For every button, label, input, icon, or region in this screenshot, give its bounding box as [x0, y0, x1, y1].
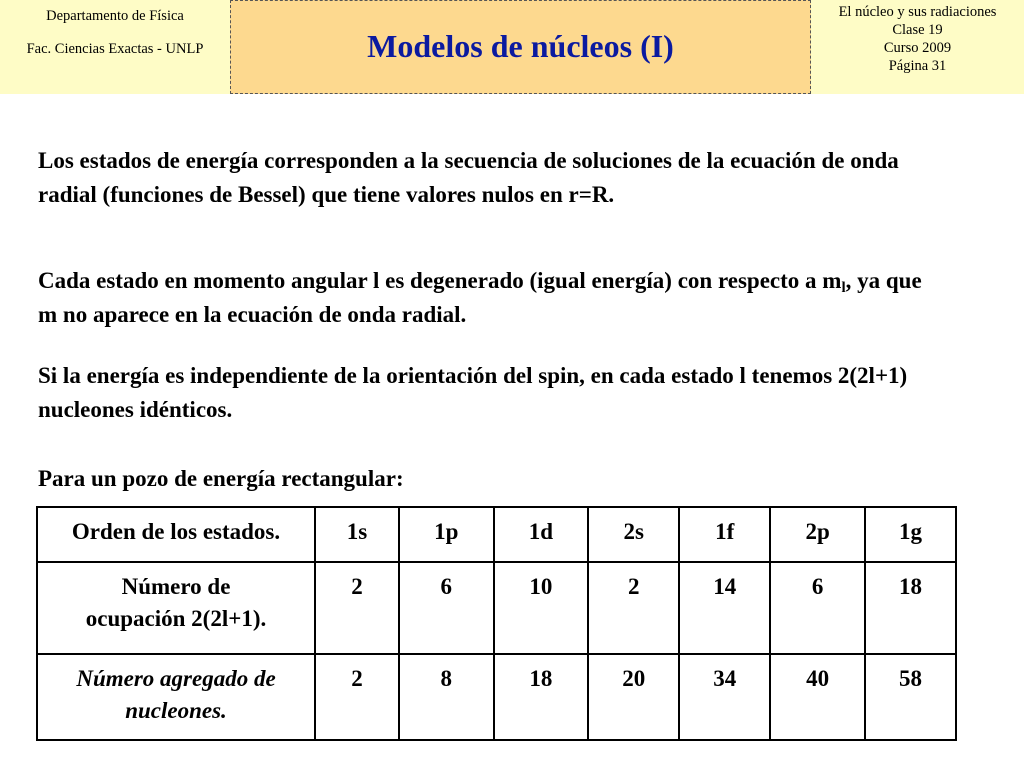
aggregate-cell: 2 — [315, 654, 399, 740]
table-row-occupation — [37, 562, 956, 654]
row-header-occupation — [37, 562, 315, 654]
row-header-aggregate — [37, 654, 315, 740]
table-row-states — [37, 507, 956, 562]
state-cell: 1s — [315, 507, 399, 562]
class-number-label: Clase 19 — [892, 22, 943, 38]
row-header-order: Orden de los estados. — [37, 507, 315, 562]
paragraph-spin: Si la energía es independiente de la orientación del spin, en cada estado l tenemos 2(2l+1) nucleones idénticos. — [38, 363, 908, 422]
header-title-panel — [230, 0, 811, 94]
occupation-cell: 14 — [679, 562, 770, 654]
state-cell: 2p — [770, 507, 865, 562]
paragraph-rectangular-well: Para un pozo de energía rectangular: — [38, 466, 404, 491]
aggregate-cell: 58 — [865, 654, 956, 740]
state-cell: 1d — [494, 507, 589, 562]
aggregate-cell: 34 — [679, 654, 770, 740]
aggregate-cell: 20 — [588, 654, 679, 740]
state-cell: 2s — [588, 507, 679, 562]
occupation-cell: 6 — [399, 562, 494, 654]
occupation-cell: 2 — [588, 562, 679, 654]
paragraph-energy-states: Los estados de energía corresponden a la secuencia de soluciones de la ecuación de onda radial (funciones de Bessel) que tiene valores nulos en r=R. — [38, 148, 899, 207]
row-header-aggregate-line1: Número agregado de — [76, 666, 276, 691]
occupation-cell: 2 — [315, 562, 399, 654]
occupation-cell: 10 — [494, 562, 589, 654]
occupation-cell: 18 — [865, 562, 956, 654]
page-number-label: Página 31 — [888, 58, 947, 74]
occupation-cell: 6 — [770, 562, 865, 654]
row-header-occupation-line1: Número de — [121, 574, 231, 599]
state-cell: 1f — [679, 507, 770, 562]
states-table — [36, 506, 957, 741]
aggregate-cell: 40 — [770, 654, 865, 740]
header-left-panel — [0, 0, 230, 94]
aggregate-cell: 8 — [399, 654, 494, 740]
page-title: Modelos de núcleos (I) — [367, 27, 674, 64]
faculty-label: Fac. Ciencias Exactas - UNLP — [26, 41, 204, 57]
department-label: Departamento de Física — [46, 8, 184, 24]
paragraph-degeneracy-text-start: Cada estado en momento angular l es degenerado (igual energía) con respecto a m — [38, 268, 842, 293]
course-name-label: El núcleo y sus radiaciones — [838, 4, 997, 20]
row-header-aggregate-line2: nucleones. — [125, 698, 227, 723]
table-row-aggregate — [37, 654, 956, 740]
subscript-l: l — [841, 280, 846, 296]
header-right-panel — [811, 0, 1024, 94]
state-cell: 1p — [399, 507, 494, 562]
state-cell: 1g — [865, 507, 956, 562]
paragraph-degeneracy — [38, 264, 938, 332]
aggregate-cell: 18 — [494, 654, 589, 740]
course-year-label: Curso 2009 — [883, 40, 952, 56]
paragraph-degeneracy-text-end: , ya que m no aparece en la ecuación de onda radial. — [38, 268, 922, 327]
row-header-occupation-line2: ocupación 2(2l+1). — [85, 606, 267, 631]
